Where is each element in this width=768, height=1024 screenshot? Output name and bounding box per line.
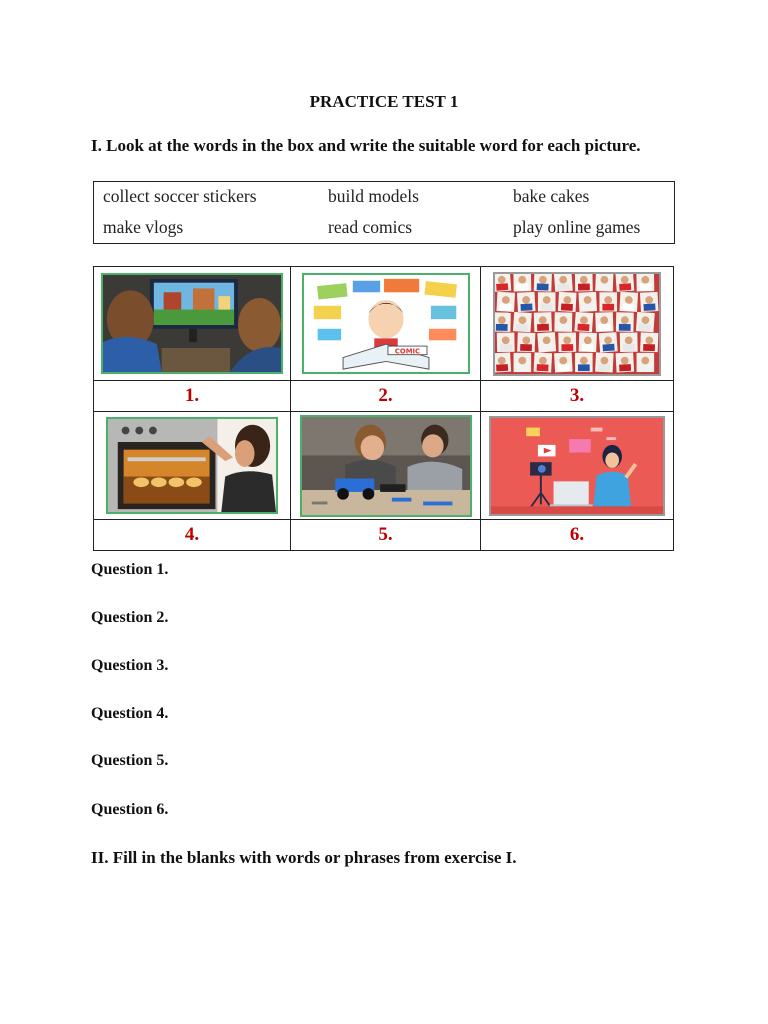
woman-baking-in-oven-image [106, 417, 278, 514]
word-option: make vlogs [103, 217, 184, 237]
soccer-stickers-collection-image [493, 272, 661, 376]
page-title: PRACTICE TEST 1 [309, 92, 459, 111]
picture-cell [481, 412, 674, 520]
picture-number: 5. [291, 520, 481, 551]
section-2-instruction: II. Fill in the blanks with words or phrases from exercise I. [91, 848, 517, 867]
comic-cover-text: COMIC [394, 347, 420, 356]
word-box [93, 181, 675, 244]
boys-building-robot-model-image [300, 415, 472, 517]
word-option: bake cakes [513, 186, 590, 206]
question-label: Question 5. [91, 752, 169, 769]
picture-cell [94, 412, 291, 520]
picture-number: 4. [94, 520, 291, 551]
word-option: build models [328, 186, 419, 206]
boy-reading-comic-image [302, 273, 470, 374]
question-label: Question 6. [91, 801, 169, 818]
picture-number: 3. [481, 381, 674, 412]
two-kids-playing-video-game-image [101, 273, 283, 374]
picture-grid [93, 266, 674, 551]
word-option: collect soccer stickers [103, 186, 257, 206]
picture-cell [291, 267, 481, 381]
vlogger-with-camera-image [489, 416, 665, 516]
picture-cell [94, 267, 291, 381]
picture-cell [291, 412, 481, 520]
section-1-instruction: I. Look at the words in the box and write the suitable word for each picture. [91, 136, 641, 155]
word-option: read comics [328, 217, 413, 237]
question-label: Question 2. [91, 609, 169, 626]
question-label: Question 1. [91, 561, 169, 578]
picture-number: 1. [94, 381, 291, 412]
question-label: Question 4. [91, 705, 169, 722]
picture-number: 2. [291, 381, 481, 412]
word-option: play online games [513, 217, 641, 237]
picture-cell [481, 267, 674, 381]
picture-number: 6. [481, 520, 674, 551]
question-label: Question 3. [91, 657, 169, 674]
